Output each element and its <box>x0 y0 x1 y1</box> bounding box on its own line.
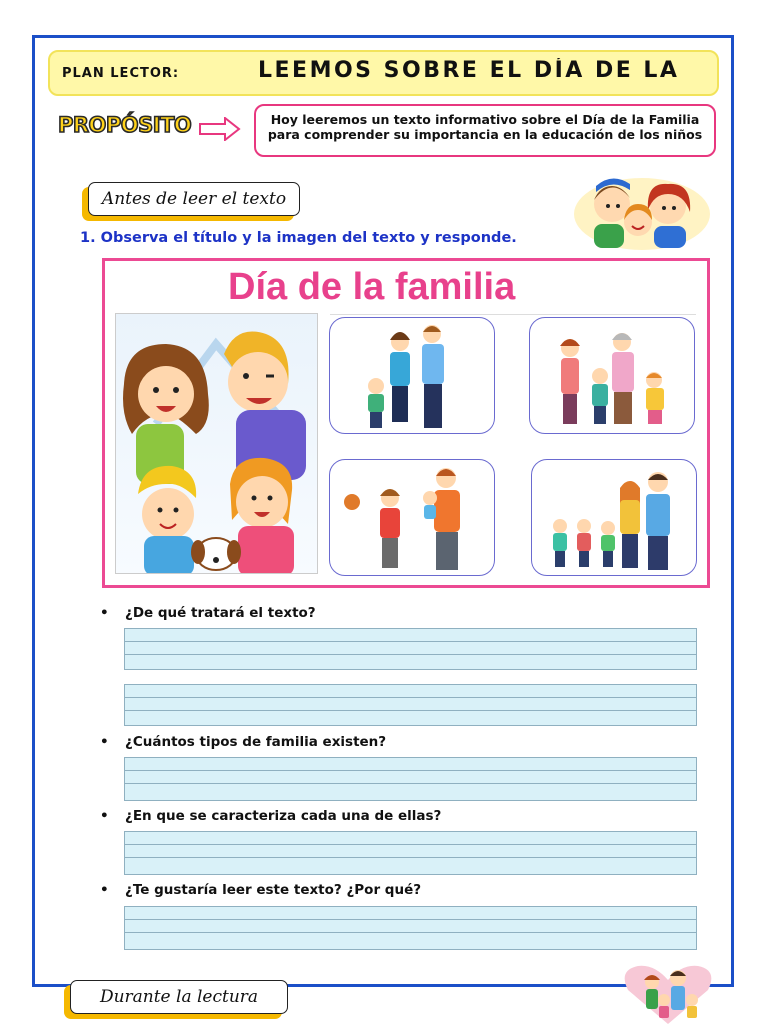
family-card-large <box>531 459 697 576</box>
bullet: • <box>100 605 109 621</box>
purpose-text: Hoy leeremos un texto informativo sobre el Día de la Familia para comprender su importancia en la educación de los niños <box>254 104 716 157</box>
section-before-reading: Antes de leer el texto <box>88 182 300 216</box>
family-card-single-parent <box>329 459 495 576</box>
section-during-reading: Durante la lectura <box>70 980 288 1014</box>
bullet: • <box>100 734 109 750</box>
question-text: ¿En que se caracteriza cada una de ellas? <box>125 808 442 824</box>
question-1 <box>100 605 316 621</box>
family-illustration-icon <box>572 170 712 252</box>
question-3 <box>100 808 441 824</box>
answer-lines[interactable] <box>124 831 697 875</box>
page-title: LEEMOS SOBRE EL DÍA DE LA <box>258 58 680 83</box>
family-card-extended <box>529 317 695 434</box>
answer-lines[interactable] <box>124 757 697 801</box>
question-text: ¿Cuántos tipos de familia existen? <box>125 734 387 750</box>
proposito-label: PROPÓSITO <box>58 113 192 137</box>
family-card-nuclear <box>329 317 495 434</box>
family-big-illustration <box>115 313 318 574</box>
answer-lines[interactable] <box>124 684 697 726</box>
question-4 <box>100 882 421 898</box>
answer-lines[interactable] <box>124 906 697 950</box>
family-heart-icon <box>622 964 714 1024</box>
bullet: • <box>100 808 109 824</box>
divider <box>330 314 696 315</box>
arrow-right-icon <box>199 117 241 141</box>
question-2 <box>100 734 386 750</box>
plan-lector-label: PLAN LECTOR: <box>62 66 180 81</box>
bullet: • <box>100 882 109 898</box>
instruction-text: 1. Observa el título y la imagen del texto y responde. <box>80 230 517 246</box>
image-title: Día de la familia <box>228 266 516 308</box>
question-text: ¿De qué tratará el texto? <box>125 605 316 621</box>
answer-lines[interactable] <box>124 628 697 670</box>
question-text: ¿Te gustaría leer este texto? ¿Por qué? <box>125 882 422 898</box>
